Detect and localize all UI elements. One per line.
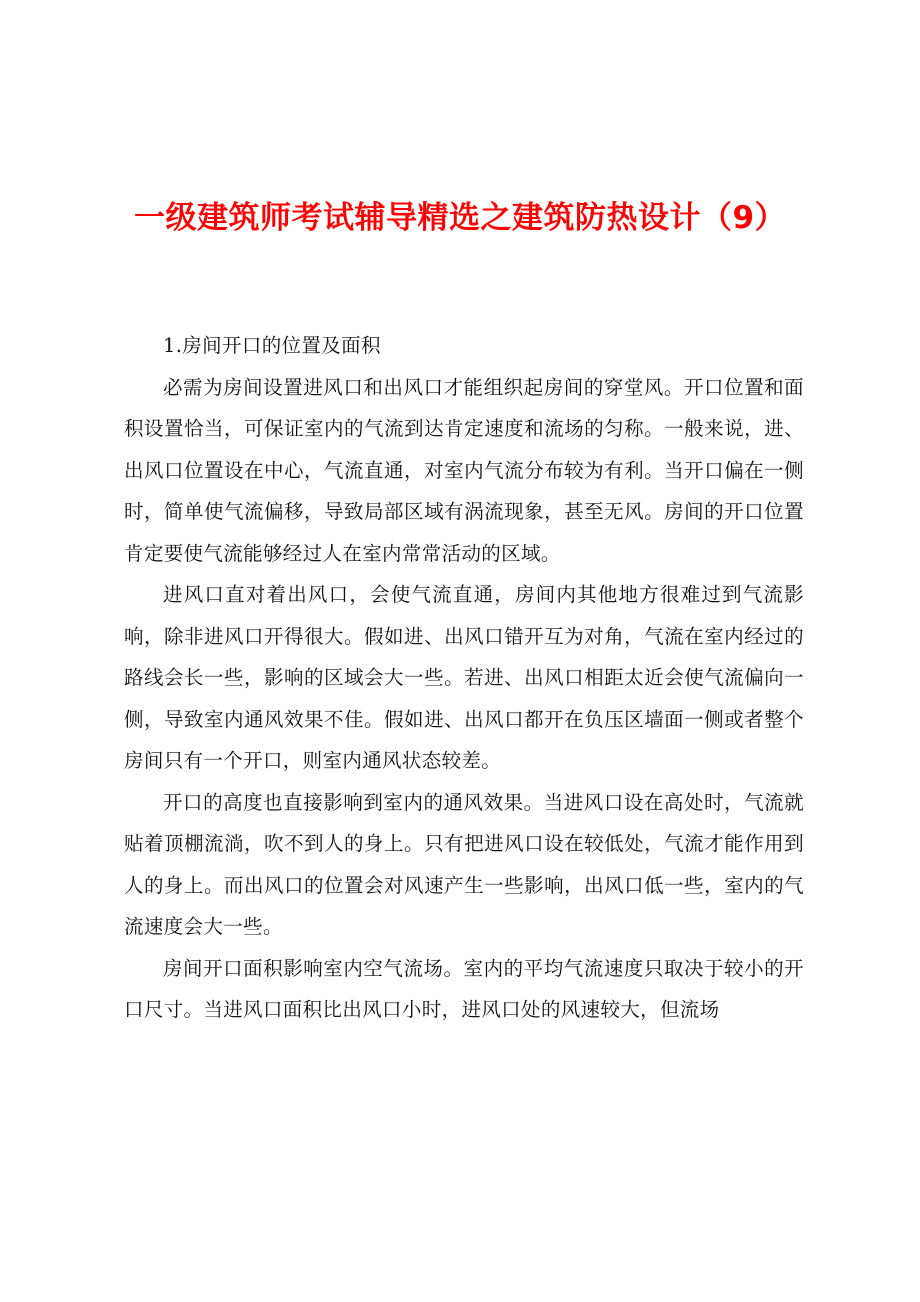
paragraph-2: 进风口直对着出风口，会使气流直通，房间内其他地方很难过到气流影响，除非进风口开得很大。假如进、出风口错开互为对角，气流在室内经过的路线会长一些，影响的区域会大一些。若进、出风口相距太近会使气流偏向一侧，导致室内通风效果不佳。假如进、出风口都开在负压区墙面一侧或者整个房间只有一个开口，则室内通风状态较差。	[124, 583, 804, 772]
paragraph-1: 必需为房间设置进风口和出风口才能组织起房间的穿堂风。开口位置和面积设置恰当，可保证室内的气流到达肯定速度和流场的匀称。一般来说，进、出风口位置设在中心，气流直通，对室内气流分布较为有利。当开口偏在一侧时，简单使气流偏移，导致局部区域有涡流现象，甚至无风。房间的开口位置肯定要使气流能够经过人在室内常常活动的区域。	[124, 375, 804, 565]
paragraph-3: 开口的高度也直接影响到室内的通风效果。当进风口设在高处时，气流就贴着顶棚流淌，吹不到人的身上。只有把进风口设在较低处，气流才能作用到人的身上。而出风口的位置会对风速产生一些影响，出风口低一些，室内的气流速度会大一些。	[124, 790, 804, 938]
section-heading: 1.房间开口的位置及面积	[163, 334, 381, 357]
document-title: 一级建筑师考试辅导精选之建筑防热设计（9）	[133, 200, 787, 236]
paragraph-4: 房间开口面积影响室内空气流场。室内的平均气流速度只取决于较小的开口尺寸。当进风口面积比出风口小时，进风口处的风速较大，但流场	[124, 956, 804, 1021]
document-body	[124, 325, 804, 1031]
